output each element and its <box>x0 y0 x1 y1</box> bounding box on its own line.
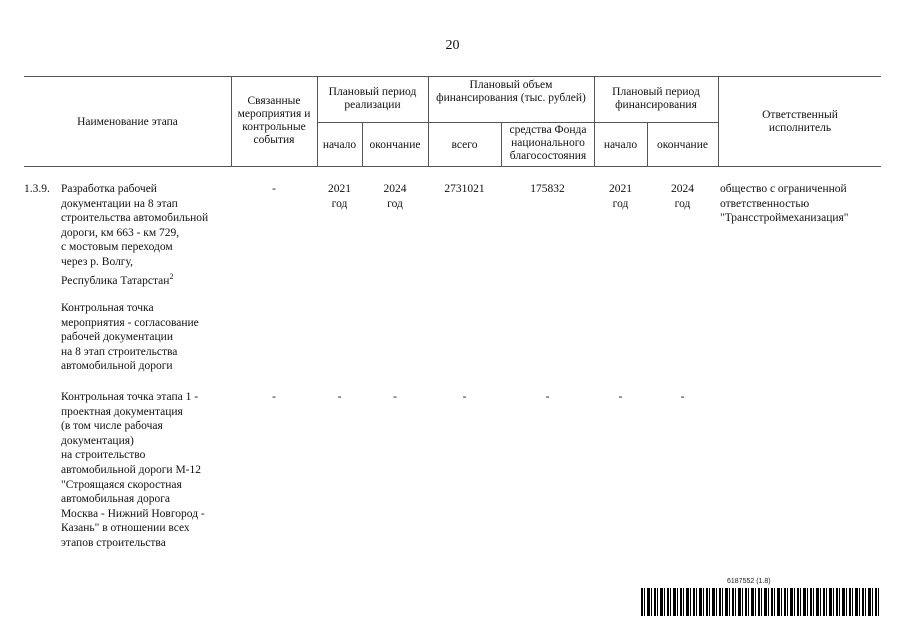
row-funding-period-start: - <box>618 391 623 403</box>
header-funding-fund: средства Фонда национального благосостояния <box>509 124 587 162</box>
barcode <box>641 588 881 616</box>
barcode-id: 6187552 (1.8) <box>727 578 771 585</box>
row-stage-name: Разработка рабочей документации на 8 этап строительства автомобильной дороги, км 663 - км 729, с мостовым переходом через р. Волгу, Республика Татарстан$^2$ <box>61 183 209 287</box>
header-funding-period-start: начало <box>603 139 638 151</box>
table-top-rule <box>24 76 881 77</box>
row-control-point-stage: Контрольная точка этапа 1 - проектная документация (в том числе рабочая документация) на строительство автомобильной дороги М-12 "Строящаяся скоростная автомобильная дорога Москва - Нижний Новгород - Казань" в отношении всех этапов строительства <box>61 391 205 549</box>
header-period-end: окончание <box>369 139 421 151</box>
col-divider <box>428 76 429 167</box>
col-divider <box>718 76 719 167</box>
header-funding-volume: Плановый объем финансирования (тыс. рублей) <box>436 79 586 104</box>
row-funding-total: 2731021 <box>444 183 485 195</box>
header-funding-period-end: окончание <box>657 139 708 151</box>
page-number: 20 <box>445 38 460 53</box>
header-subrule-finperiod <box>594 122 718 123</box>
row-funding-period-end: - <box>680 391 685 403</box>
row-funding-period-end: 2024 год <box>671 183 694 210</box>
row-number: 1.3.9. <box>24 183 50 195</box>
header-executor: Ответственный исполнитель <box>762 109 838 134</box>
table-header-bottom-rule <box>24 166 881 167</box>
row-period-end: 2024 год <box>383 183 407 210</box>
footnote-marker: 2 <box>169 271 174 281</box>
row-period-start: 2021 год <box>328 183 351 210</box>
row-funding-fund: - <box>545 391 550 403</box>
row-funding-period-start: 2021 год <box>609 183 632 210</box>
header-period: Плановый период реализации <box>328 86 417 111</box>
col-divider <box>594 76 595 167</box>
row-period-start: - <box>337 391 342 403</box>
header-period-start: начало <box>322 139 357 151</box>
row-related-events: - <box>272 391 276 403</box>
row-executor: общество с ограниченной ответственностью "Трансстроймеханизация" <box>720 183 849 225</box>
header-funding-period: Плановый период финансирования <box>612 86 700 111</box>
row-funding-total: - <box>462 391 467 403</box>
header-funding-total: всего <box>451 139 478 151</box>
row-period-end: - <box>393 391 397 403</box>
col-divider <box>501 122 502 167</box>
header-subrule-funding <box>428 122 594 123</box>
header-stage-name: Наименование этапа <box>77 116 178 128</box>
header-subrule-period <box>317 122 428 123</box>
row-funding-fund: 175832 <box>530 183 565 195</box>
row-control-point: Контрольная точка мероприятия - согласование рабочей документации на 8 этап строительства автомобильной дороги <box>61 302 199 373</box>
header-related-events: Связанные мероприятия и контрольные события <box>237 95 311 146</box>
row-related-events: - <box>272 183 276 195</box>
